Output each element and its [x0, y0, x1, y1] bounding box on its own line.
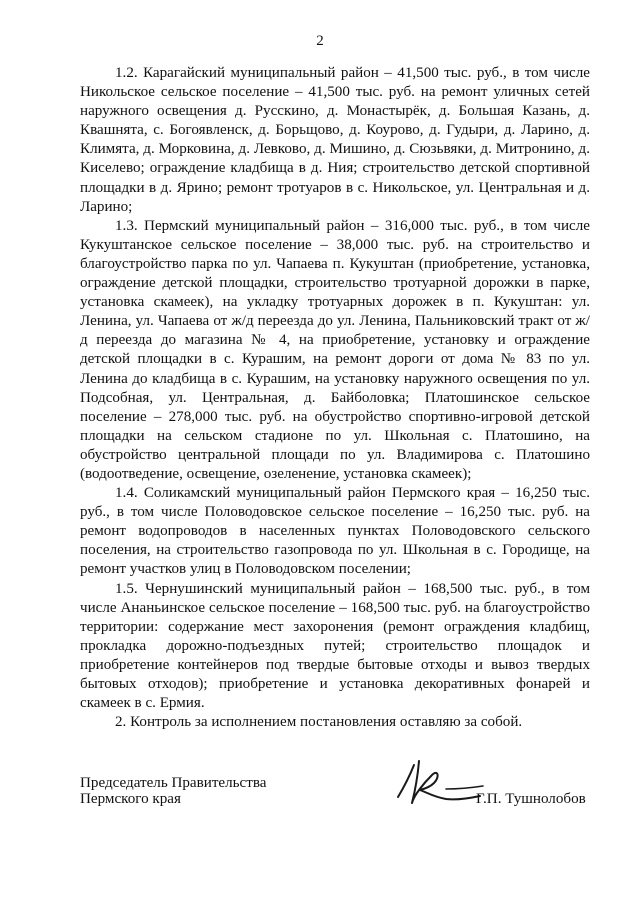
page-number: 2 — [316, 33, 324, 49]
paragraph-1-4: 1.4. Соликамский муниципальный район Пермского края – 16,250 тыс. руб., в том числе Половодовское сельское поселение – 16,250 тыс. руб. на ремонт водопроводов в населенных пунктах Половодовского сельского поселения, на строительство газопровода по ул. Школьная в с. Городище, на ремонт участков улиц в Половодовском поселении; — [80, 485, 590, 578]
signatory-title-line1: Председатель Правительства — [80, 775, 267, 791]
document-body — [80, 64, 590, 732]
signatory-title-line2: Пермского края — [80, 791, 181, 807]
paragraph-1-2: 1.2. Карагайский муниципальный район – 41,500 тыс. руб., в том числе Никольское сельское поселение – 41,500 тыс. руб. на ремонт уличных сетей наружного освещения д. Русскино, д. Монастырёк, д. Большая Казань, д. Квашнята, с. Богоявленск, д. Борьщово, д. Коурово, д. Гудыри, д. Ларино, д. Климята, д. Морковина, д. Левково, д. Мишино, д. Сюзьвяки, д. Митронино, д. Киселево; ограждение кладбища в д. Ния; строительство детской спортивной площадки в д. Ярино; ремонт тротуаров в с. Никольское, ул. Центральная и д. Ларино; — [80, 65, 590, 215]
handwritten-signature — [388, 753, 488, 813]
signatory-name: Г.П. Тушнолобов — [476, 791, 586, 807]
paragraph-2: 2. Контроль за исполнением постановления оставляю за собой. — [115, 714, 523, 731]
paragraph-1-3: 1.3. Пермский муниципальный район – 316,000 тыс. руб., в том числе Кукуштанское сельское поселение – 38,000 тыс. руб. на строительство и благоустройство парка по ул. Чапаева п. Кукуштан (приобретение, установка, ограждение детской площадки, строительство тротуарной дорожки в парке, установка скамеек), на укладку тротуарных дорожек в п. Кукуштан: ул. Ленина, ул. Чапаева от ж/д переезда до ул. Ленина, Пальниковский тракт от ж/д переезда до магазина № 4, на приобретение, установку и ограждение детской площадки в с. Курашим, на ремонт дороги от дома № 83 по ул. Ленина до кладбища в с. Курашим, на установку наружного освещения по ул. Подсобная, ул. Центральная, д. Байболовка; Платошинское сельское поселение – 278,000 тыс. руб. на обустройство спортивно-игровой детской площадки на сельском стадионе по ул. Школьная с. Платошино, на обустройство центральной площади по ул. Владимирова с. Платошино (водоотведение, освещение, озеленение, установка скамеек); — [80, 217, 590, 482]
paragraph-1-5: 1.5. Чернушинский муниципальный район – 168,500 тыс. руб., в том числе Ананьинское сельское поселение – 168,500 тыс. руб. на благоустройство территории: содержание мест захоронения (ремонт ограждения кладбищ, прокладка дорожно-подъездных путей; строительство площадок и приобретение контейнеров под твердые бытовые отходы и вывоз твердых бытовых отходов); приобретение и установка декоративных фонарей и скамеек в с. Ермия. — [80, 580, 590, 712]
signatory-title — [80, 775, 266, 807]
signature-block — [80, 775, 600, 815]
